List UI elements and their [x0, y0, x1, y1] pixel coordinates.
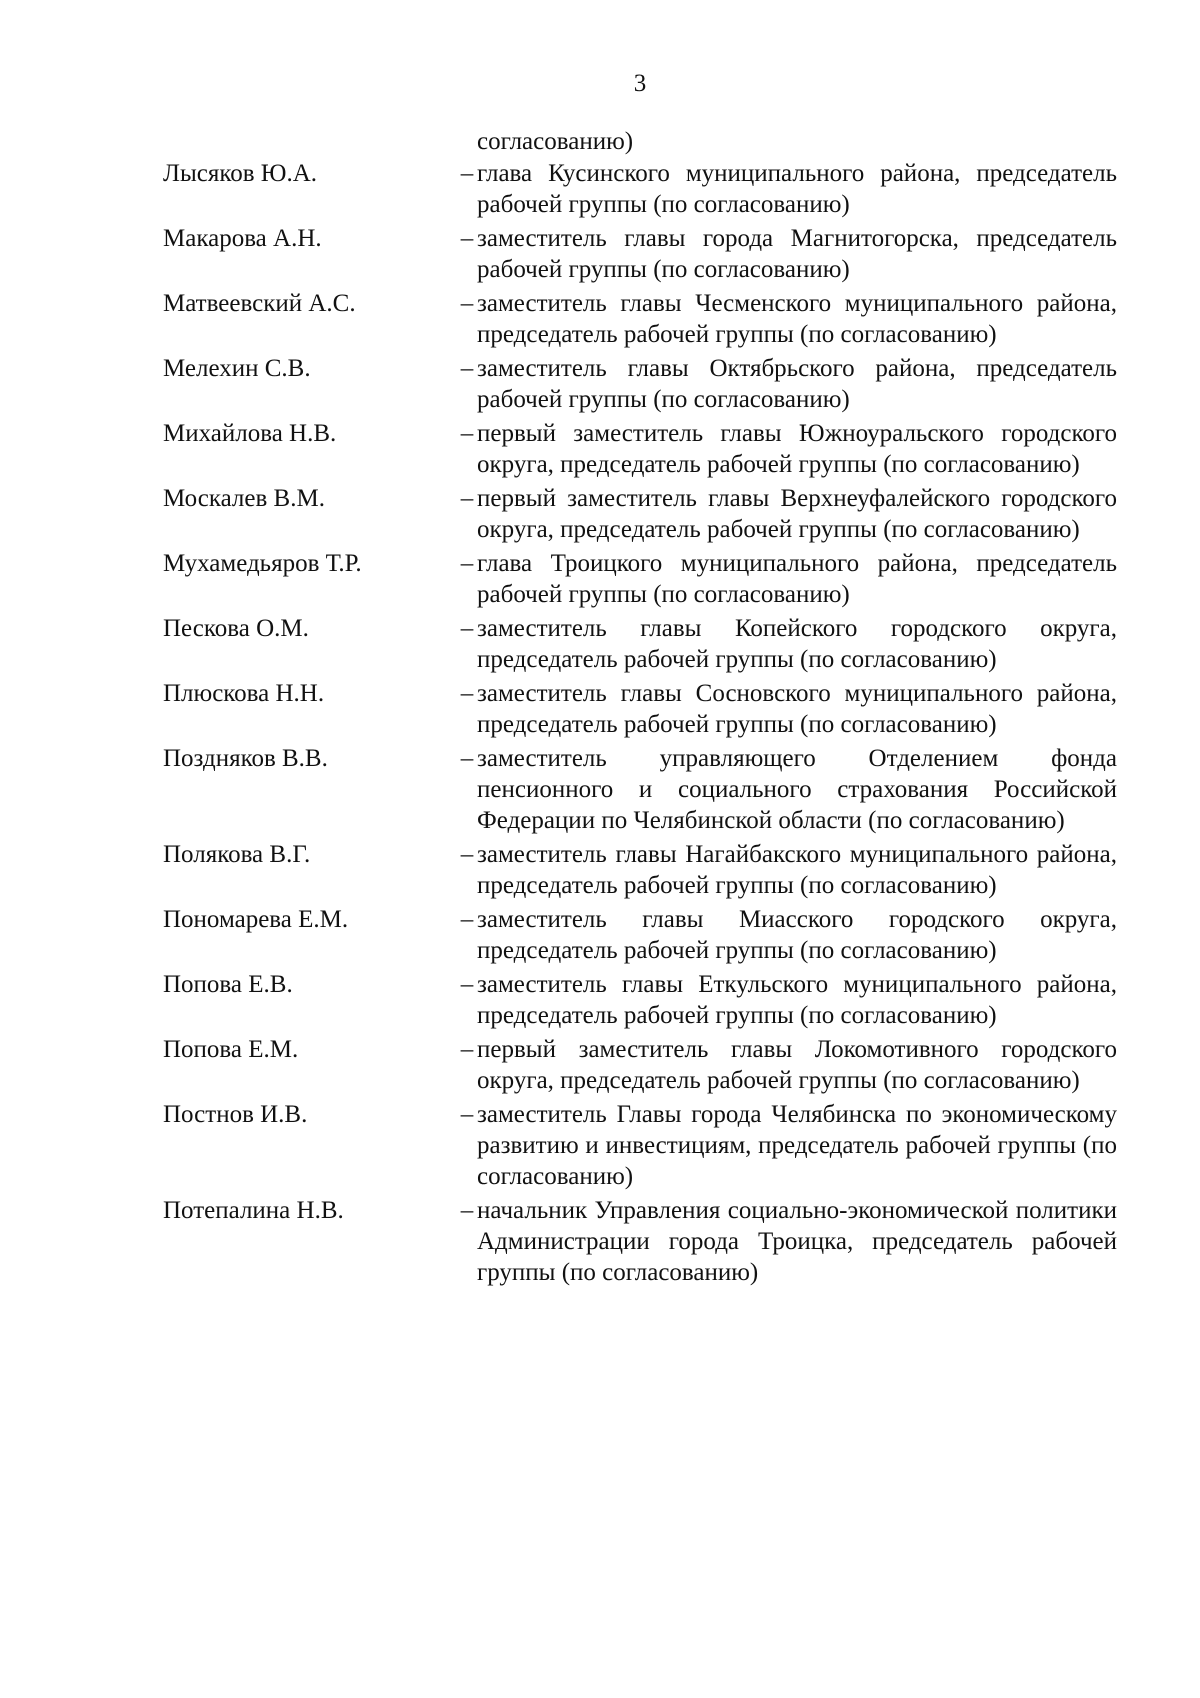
member-name: Михайлова Н.В.: [163, 420, 337, 447]
member-entry: [163, 613, 1123, 675]
member-name: Макарова А.Н.: [163, 225, 322, 252]
dash: –: [460, 550, 474, 577]
member-entry: [163, 1195, 1123, 1288]
member-entry: [163, 158, 1123, 220]
continued-description: согласованию): [477, 128, 634, 155]
member-entry: [163, 288, 1123, 350]
member-name: Пескова О.М.: [163, 615, 309, 642]
member-name: Полякова В.Г.: [163, 841, 311, 868]
member-description: начальник Управления социально-экономической политики Администрации города Троицка, председатель рабочей группы (по согласованию): [477, 1197, 1117, 1286]
member-name: Матвеевский А.С.: [163, 290, 356, 317]
member-name: Москалев В.М.: [163, 485, 325, 512]
dash: –: [460, 971, 474, 998]
dash: –: [460, 1101, 474, 1128]
member-entry: [163, 1099, 1123, 1192]
dash: –: [460, 160, 474, 187]
members-list: [163, 158, 1123, 1291]
member-name: Потепалина Н.В.: [163, 1197, 344, 1224]
dash: –: [460, 615, 474, 642]
dash: –: [460, 355, 474, 382]
member-description: глава Кусинского муниципального района, председатель рабочей группы (по согласованию): [477, 160, 1117, 218]
member-description: глава Троицкого муниципального района, председатель рабочей группы (по согласованию): [477, 550, 1117, 608]
member-description: заместитель главы города Магнитогорска, председатель рабочей группы (по согласованию): [477, 225, 1117, 283]
member-description: заместитель главы Сосновского муниципального района, председатель рабочей группы (по согласованию): [477, 680, 1117, 738]
dash: –: [460, 290, 474, 317]
member-entry: [163, 353, 1123, 415]
member-entry: [163, 418, 1123, 480]
member-description: заместитель главы Октябрьского района, председатель рабочей группы (по согласованию): [477, 355, 1117, 413]
member-description: заместитель главы Миасского городского округа, председатель рабочей группы (по согласованию): [477, 906, 1117, 964]
member-name: Мелехин С.В.: [163, 355, 311, 382]
member-name: Плюскова Н.Н.: [163, 680, 325, 707]
dash: –: [460, 680, 474, 707]
dash: –: [460, 745, 474, 772]
member-name: Постнов И.В.: [163, 1101, 308, 1128]
member-name: Поздняков В.В.: [163, 745, 328, 772]
member-entry: [163, 678, 1123, 740]
dash: –: [460, 485, 474, 512]
member-description: первый заместитель главы Верхнеуфалейского городского округа, председатель рабочей группы (по согласованию): [477, 485, 1117, 543]
member-description: заместитель главы Еткульского муниципального района, председатель рабочей группы (по согласованию): [477, 971, 1117, 1029]
member-entry: [163, 839, 1123, 901]
member-description: заместитель главы Копейского городского округа, председатель рабочей группы (по согласованию): [477, 615, 1117, 673]
dash: –: [460, 225, 474, 252]
dash: –: [460, 841, 474, 868]
member-description: заместитель Главы города Челябинска по экономическому развитию и инвестициям, председатель рабочей группы (по согласованию): [477, 1101, 1117, 1190]
dash: –: [460, 906, 474, 933]
member-entry: [163, 548, 1123, 610]
member-entry: [163, 743, 1123, 836]
page-number: 3: [633, 70, 647, 97]
member-description: заместитель главы Нагайбакского муниципального района, председатель рабочей группы (по согласованию): [477, 841, 1117, 899]
member-entry: [163, 223, 1123, 285]
member-description: заместитель главы Чесменского муниципального района, председатель рабочей группы (по согласованию): [477, 290, 1117, 348]
member-description: заместитель управляющего Отделением фонда пенсионного и социального страхования Российской Федерации по Челябинской области (по согласованию): [477, 745, 1117, 834]
member-name: Попова Е.М.: [163, 1036, 299, 1063]
dash: –: [460, 420, 474, 447]
member-entry: [163, 904, 1123, 966]
member-name: Мухамедьяров Т.Р.: [163, 550, 362, 577]
member-description: первый заместитель главы Южноуральского городского округа, председатель рабочей группы (по согласованию): [477, 420, 1117, 478]
member-name: Пономарева Е.М.: [163, 906, 349, 933]
member-entry: [163, 1034, 1123, 1096]
member-entry: [163, 969, 1123, 1031]
member-entry: [163, 483, 1123, 545]
dash: –: [460, 1197, 474, 1224]
member-name: Лысяков Ю.А.: [163, 160, 318, 187]
member-name: Попова Е.В.: [163, 971, 293, 998]
member-description: первый заместитель главы Локомотивного городского округа, председатель рабочей группы (по согласованию): [477, 1036, 1117, 1094]
dash: –: [460, 1036, 474, 1063]
